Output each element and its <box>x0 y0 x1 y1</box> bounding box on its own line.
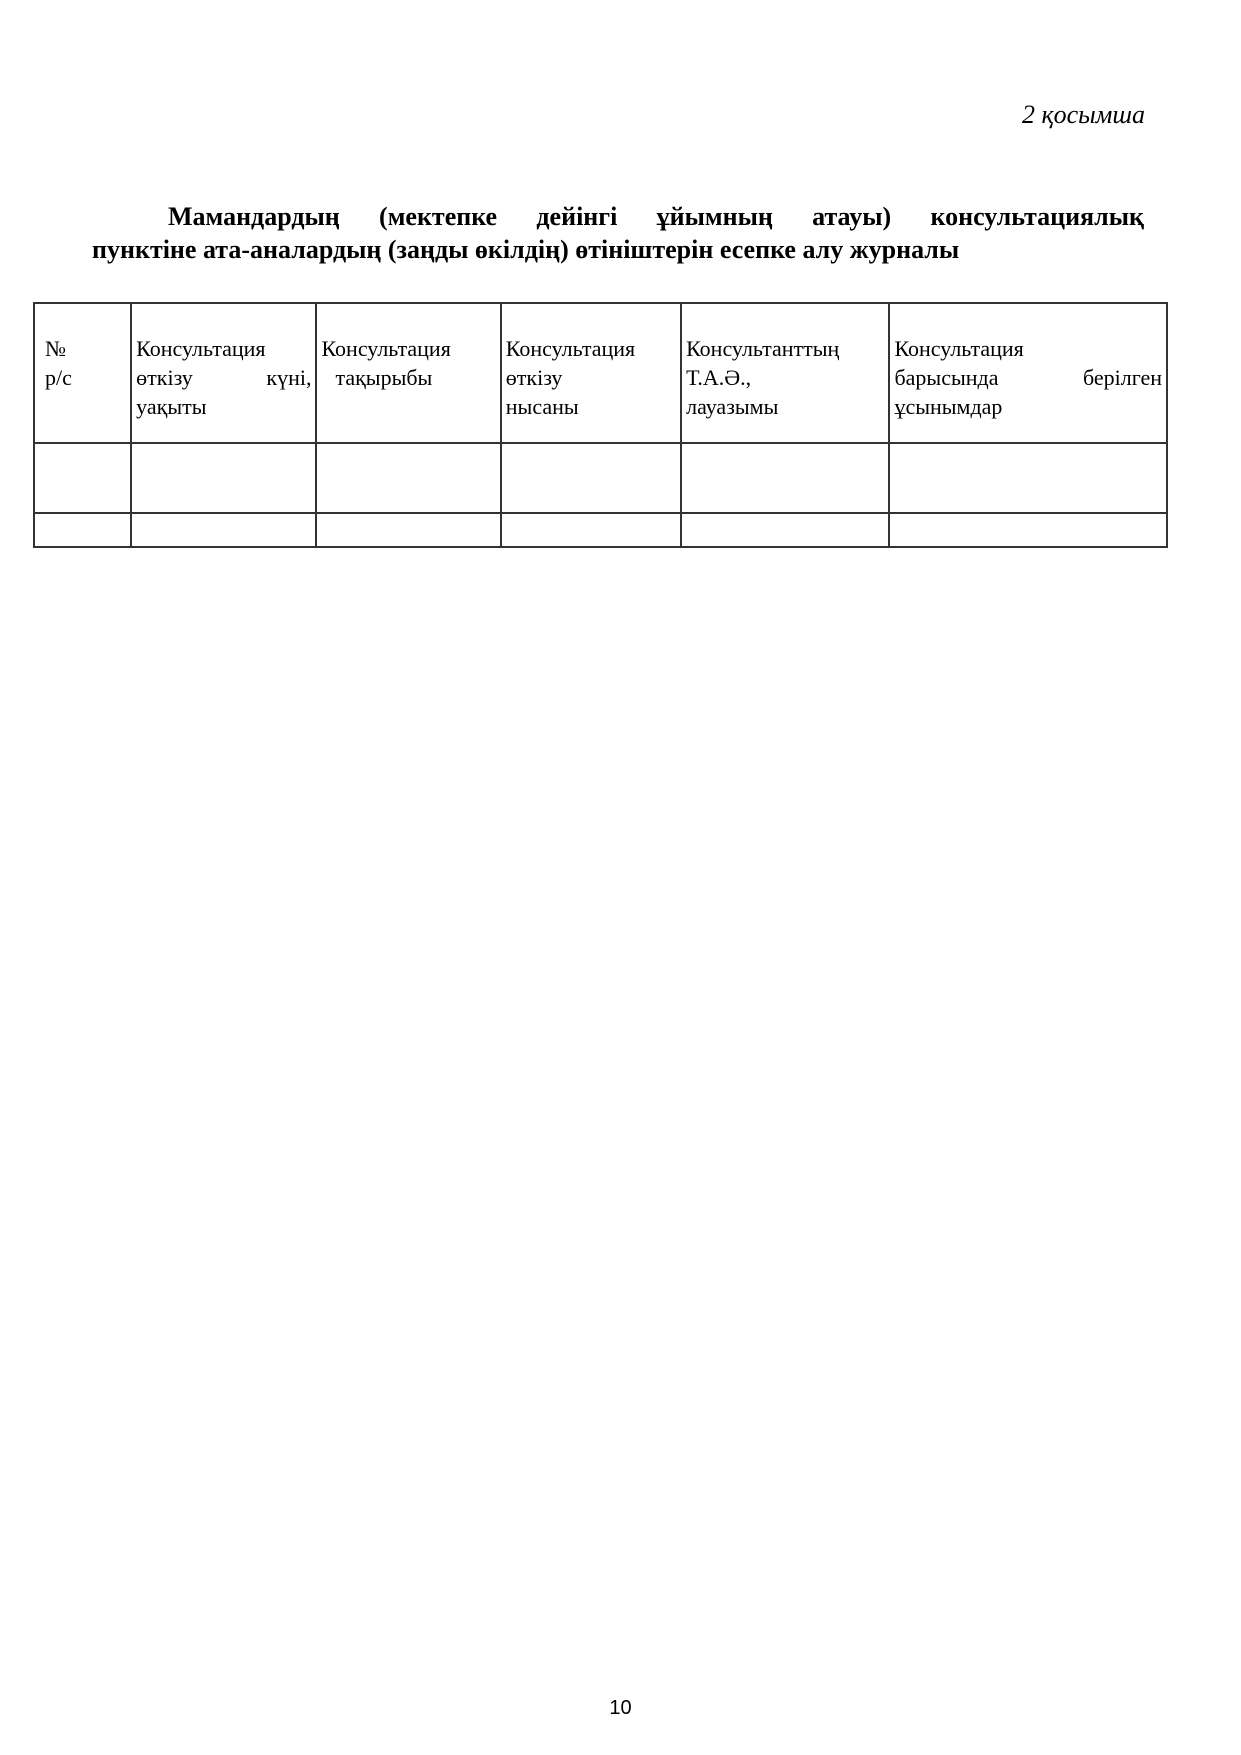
header-consultation-form: Консультация өткізу нысаны <box>501 303 681 443</box>
header-consultant-name: Консультанттың Т.А.Ә., лауазымы <box>681 303 889 443</box>
table-cell[interactable] <box>34 443 131 513</box>
table-row <box>34 513 1167 547</box>
title-line-1: Мамандардың (мектепке дейінгі ұйымның атауы) консультациялық <box>168 202 1144 231</box>
header-consultation-date: Консультация өткізу күні, уақыты <box>131 303 316 443</box>
table-cell[interactable] <box>681 513 889 547</box>
table-cell[interactable] <box>501 443 681 513</box>
table-cell[interactable] <box>34 513 131 547</box>
table-cell[interactable] <box>889 513 1167 547</box>
document-title <box>92 200 1144 266</box>
table-row <box>34 443 1167 513</box>
table-cell[interactable] <box>316 443 500 513</box>
table-cell[interactable] <box>681 443 889 513</box>
journal-table <box>33 302 1168 548</box>
table-cell[interactable] <box>131 443 316 513</box>
header-consultation-topic: Консультация тақырыбы <box>316 303 500 443</box>
table-cell[interactable] <box>889 443 1167 513</box>
header-number: № р/с <box>34 303 131 443</box>
table-cell[interactable] <box>131 513 316 547</box>
title-line-2: пунктіне ата-аналардың (заңды өкілдің) өтініштерін есепке алу журналы <box>92 235 960 264</box>
table-cell[interactable] <box>501 513 681 547</box>
annex-label: 2 қосымша <box>1021 100 1145 129</box>
header-recommendations: Консультация барысында берілген ұсынымдар <box>889 303 1167 443</box>
table-cell[interactable] <box>316 513 500 547</box>
page-number: 10 <box>609 1697 632 1719</box>
table-header-row <box>34 303 1167 443</box>
